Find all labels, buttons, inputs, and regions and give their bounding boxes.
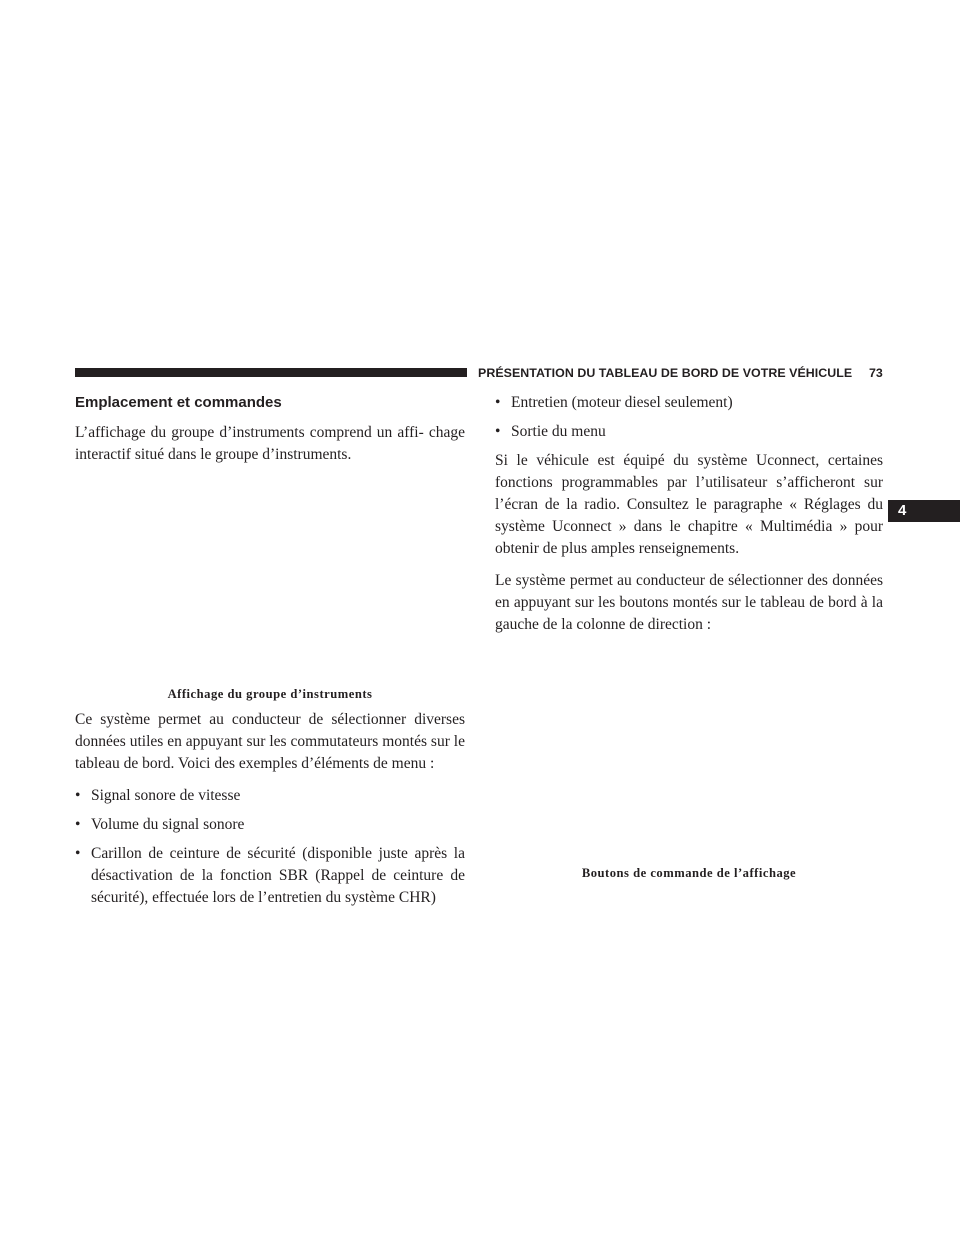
list-item: [75, 814, 465, 836]
left-column: [75, 392, 465, 916]
running-header-title: PRÉSENTATION DU TABLEAU DE BORD DE VOTRE VÉHICULE: [478, 366, 853, 380]
list-item-text: Entretien (moteur diesel seulement): [511, 394, 733, 411]
list-item: [75, 843, 465, 909]
list-item: [495, 421, 883, 443]
bullet-glyph: •: [495, 423, 501, 440]
list-item-text: Carillon de ceinture de sécurité (disponible juste après la désactivation de la fonction SBR (Rappel de ceinture de sécurité), effectuée lors de l’entretien du système CHR): [91, 845, 465, 906]
section-heading: Emplacement et commandes: [75, 394, 282, 411]
list-item-text: Sortie du menu: [511, 423, 606, 440]
buttons-paragraph: Le système permet au conducteur de sélectionner des données en appuyant sur les boutons montés sur le tableau de bord à la gauche de la colonne de direction :: [495, 572, 883, 633]
bullet-glyph: •: [75, 787, 81, 804]
menu-description-paragraph: Ce système permet au conducteur de sélectionner diverses données utiles en appuyant sur les commutateurs montés sur le tableau de bord. Voici des exemples d’éléments de menu :: [75, 711, 465, 772]
figure-caption-cluster: Affichage du groupe d’instruments: [167, 687, 373, 701]
list-item: [495, 392, 883, 414]
list-item-text: Volume du signal sonore: [91, 816, 245, 833]
figure-display-buttons: [495, 646, 883, 864]
list-item-text: Signal sonore de vitesse: [91, 787, 241, 804]
header-rule: [75, 368, 467, 377]
figure-cluster-display: [75, 476, 465, 685]
bullet-glyph: •: [495, 394, 501, 411]
right-column: [495, 392, 883, 882]
page-number: 73: [869, 366, 883, 380]
uconnect-paragraph: Si le véhicule est équipé du système Uconnect, certaines fonctions programmables par l’utilisateur s’afficheront sur l’écran de la radio. Consultez le paragraphe « Réglages du système Uconnect » dans le chapitre « Multimédia » pour obtenir de plus amples renseignements.: [495, 452, 883, 557]
chapter-tab: 4: [888, 500, 960, 522]
intro-paragraph: L’affichage du groupe d’instruments comprend un affi- chage interactif situé dans le groupe d’instruments.: [75, 424, 465, 463]
figure-caption-buttons: Boutons de commande de l’affichage: [581, 866, 797, 880]
bullet-glyph: •: [75, 816, 81, 833]
list-item: [75, 785, 465, 807]
bullet-glyph: •: [75, 845, 81, 862]
